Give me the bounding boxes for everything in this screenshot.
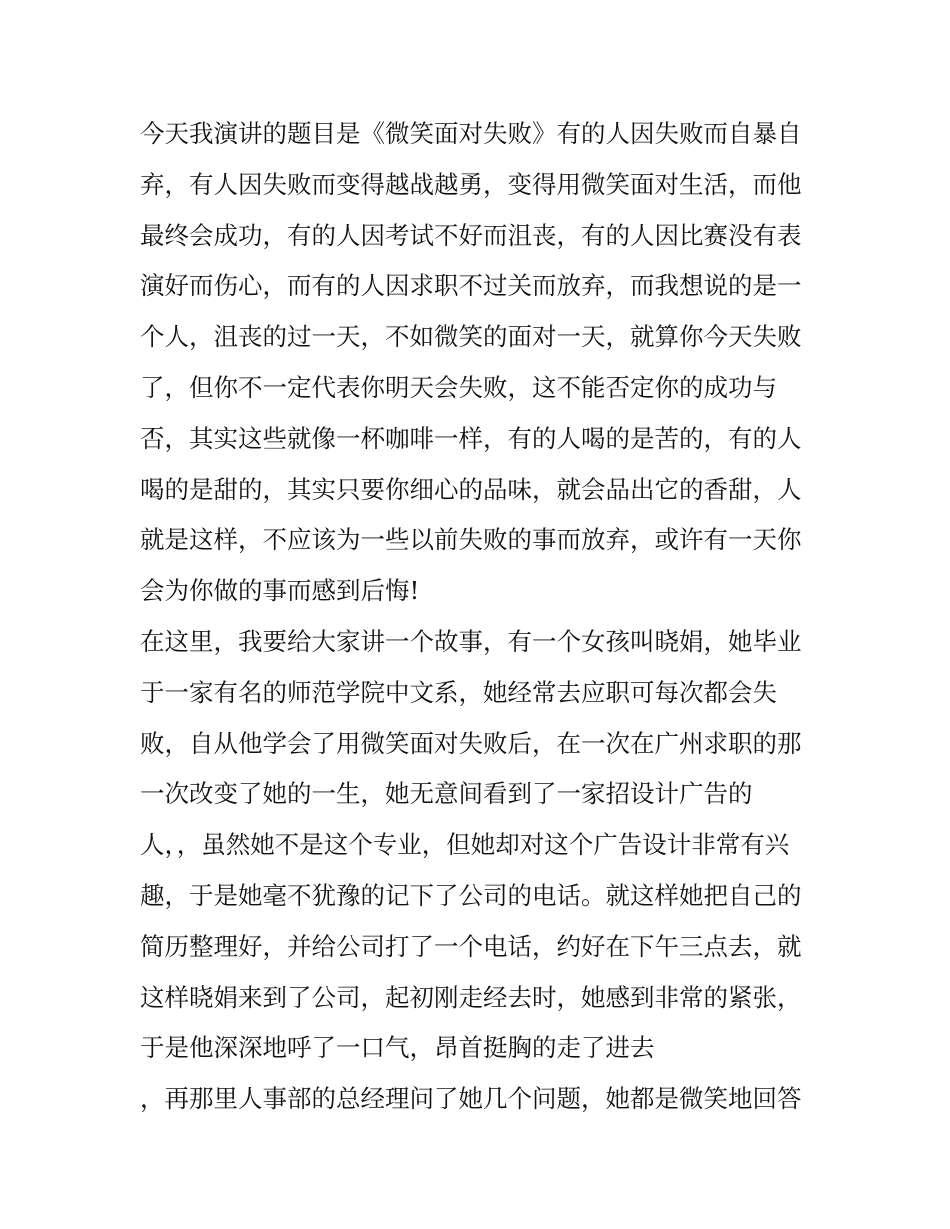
text-line: 人，，虽然她不是这个专业，但她却对这个广告设计非常有兴 [140, 830, 790, 860]
text-line: 败，自从他学会了用微笑面对失败后，在一次在广州求职的那 [140, 728, 802, 758]
text-line: 于一家有名的师范学院中文系，她经常去应职可每次都会失 [140, 677, 777, 707]
text-line: 在这里，我要给大家讲一个故事，有一个女孩叫晓娟，她毕业 [140, 626, 802, 656]
text-line: 喝的是甜的，其实只要你细心的品味，就会品出它的香甜，人 [140, 474, 802, 504]
text-line: 这样晓娟来到了公司，起初刚走经去时，她感到非常的紧张， [140, 982, 802, 1012]
text-line: 于是他深深地呼了一口气，昂首挺胸的走了进去 [140, 1033, 655, 1063]
text-line: 简历整理好，并给公司打了一个电话，约好在下午三点去，就 [140, 931, 802, 961]
text-line: 会为你做的事而感到后悔! [140, 576, 420, 606]
text-line: 最终会成功，有的人因考试不好而沮丧，有的人因比赛没有表 [140, 220, 802, 250]
text-line: 演好而伤心，而有的人因求职不过关而放弃，而我想说的是一 [140, 271, 802, 301]
text-line: 否，其实这些就像一杯咖啡一样，有的人喝的是苦的，有的人 [140, 423, 802, 453]
text-line: 弃，有人因失败而变得越战越勇，变得用微笑面对生活，而他 [140, 169, 802, 199]
text-line: ，再那里人事部的总经理问了她几个问题，她都是微笑地回答 [140, 1084, 802, 1114]
text-line: 今天我演讲的题目是《微笑面对失败》有的人因失败而自暴自 [140, 119, 802, 148]
text-line: 一次改变了她的一生，她无意间看到了一家招设计广告的 [140, 779, 753, 809]
text-line: 趣，于是她毫不犹豫的记下了公司的电话。就这样她把自己的 [140, 880, 802, 910]
text-line: 个人，沮丧的过一天，不如微笑的面对一天，就算你今天失败 [140, 322, 802, 352]
text-line: 了，但你不一定代表你明天会失败，这不能否定你的成功与 [140, 372, 777, 402]
text-line: 就是这样，不应该为一些以前失败的事而放弃，或许有一天你 [140, 525, 802, 555]
speech-text [140, 109, 820, 1125]
